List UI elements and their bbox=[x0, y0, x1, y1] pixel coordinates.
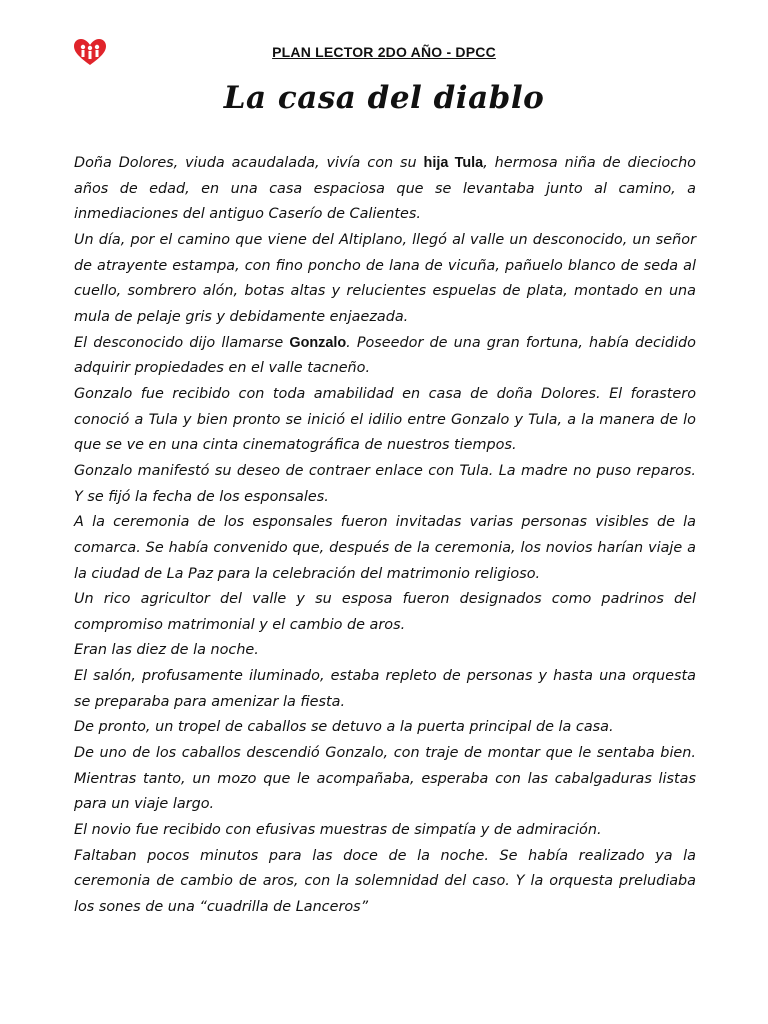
paragraph: Un rico agricultor del valle y su esposa fueron designados como padrinos del compromiso matrimonial y el cambio de aros. bbox=[74, 591, 696, 633]
paragraph: Gonzalo fue recibido con toda amabilidad en casa de doña Dolores. El forastero conoció a Tula y bien pronto se inició el idilio entre Gonzalo y Tula, a la manera de lo que se ve en una cinta cinematográfica de nuestros tiempos. bbox=[74, 385, 696, 454]
paragraph: De pronto, un tropel de caballos se detuvo a la puerta principal de la casa. bbox=[74, 719, 614, 736]
bold-text: Gonzalo bbox=[289, 334, 347, 351]
paragraph: Un día, por el camino que viene del Altiplano, llegó al valle un desconocido, un señor de atrayente estampa, con fino poncho de lana de vicuña, pañuelo blanco de seda al cuello, sombrero alón, botas altas y relucientes espuelas de plata, montado en una mula de pelaje gris y debidamente enjaezada. bbox=[74, 231, 696, 325]
story-title: La casa del diablo bbox=[223, 80, 545, 116]
paragraph: Eran las diez de la noche. bbox=[74, 642, 259, 659]
document-header: PLAN LECTOR 2DO AÑO - DPCC bbox=[272, 44, 496, 60]
paragraph: El desconocido dijo llamarse Gonzalo. Poseedor de una gran fortuna, había decidido adquirir propiedades en el valle tacneño. bbox=[74, 334, 696, 377]
paragraph: Doña Dolores, viuda acaudalada, vivía con su hija Tula, hermosa niña de dieciocho años de edad, en una casa espaciosa que se levantaba junto al camino, a inmediaciones del antiguo Caserío de Calientes. bbox=[74, 155, 696, 223]
paragraph: Faltaban pocos minutos para las doce de la noche. Se había realizado ya la ceremonia de cambio de aros, con la solemnidad del caso. Y la orquesta preludiaba los sones de una “cuadrilla de Lanceros” bbox=[74, 847, 696, 916]
story-body bbox=[74, 151, 696, 921]
paragraph: El salón, profusamente iluminado, estaba repleto de personas y hasta una orquesta se preparaba para amenizar la fiesta. bbox=[74, 668, 696, 710]
paragraph: Gonzalo manifestó su deseo de contraer enlace con Tula. La madre no puso reparos. Y se fijó la fecha de los esponsales. bbox=[74, 462, 696, 505]
paragraph: De uno de los caballos descendió Gonzalo, con traje de montar que le sentaba bien. Mientras tanto, un mozo que le acompañaba, esperaba con las cabalgaduras listas para un viaje largo. bbox=[74, 745, 696, 813]
paragraph: El novio fue recibido con efusivas muestras de simpatía y de admiración. bbox=[74, 822, 602, 839]
bold-text: hija Tula bbox=[423, 155, 484, 171]
paragraph: A la ceremonia de los esponsales fueron invitadas varias personas visibles de la comarca. Se había convenido que, después de la ceremonia, los novios harían viaje a la ciudad de La Paz para la celebración del matrimonio religioso. bbox=[74, 514, 696, 582]
